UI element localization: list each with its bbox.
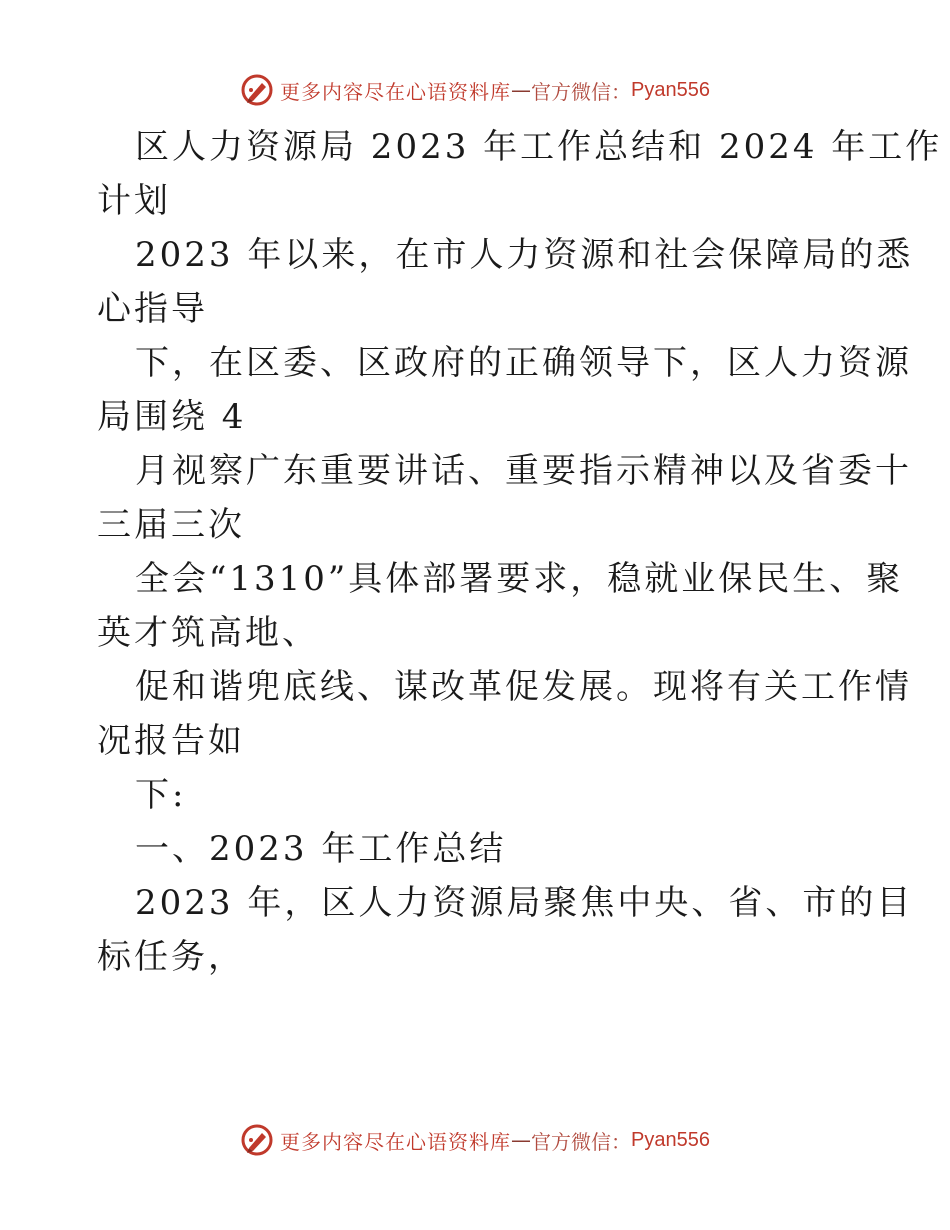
text-line: 2023 年，区人力资源局聚焦中央、省、市的目 [135, 883, 914, 923]
text-line: 局围绕 4 [97, 397, 247, 437]
text-line: 心指导 [97, 289, 208, 329]
text-line: 一、2023 年工作总结 [135, 829, 507, 869]
footer-dash: — [511, 1128, 532, 1152]
text-line: 全会“1310”具体部署要求，稳就业保民生、聚 [135, 559, 904, 599]
pen-logo-icon [240, 73, 274, 107]
text-line: 况报告如 [97, 721, 245, 761]
header-contact-label: 官方微信： [531, 79, 632, 104]
footer-banner [0, 1120, 950, 1160]
footer-brand-text: 更多内容尽在心语资料库 [280, 1129, 512, 1154]
header-brand-text: 更多内容尽在心语资料库 [280, 79, 512, 104]
text-line: 标任务， [97, 937, 245, 977]
document-body [97, 120, 943, 984]
text-line: 月视察广东重要讲话、重要指示精神以及省委十 [135, 451, 912, 491]
text-line: 计划 [97, 181, 171, 221]
text-line: 下，在区委、区政府的正确领导下，区人力资源 [135, 343, 912, 383]
text-line: 2023 年以来，在市人力资源和社会保障局的悉 [135, 235, 914, 275]
pen-logo-icon [240, 1123, 274, 1157]
text-line: 三届三次 [97, 505, 245, 545]
footer-wechat-id: Pyan556 [631, 1128, 710, 1151]
footer-contact-label: 官方微信： [531, 1129, 632, 1154]
text-line: 促和谐兜底线、谋改革促发展。现将有关工作情 [135, 667, 912, 707]
header-dash: — [511, 78, 532, 102]
text-line: 区人力资源局 2023 年工作总结和 2024 年工作 [135, 127, 943, 167]
header-wechat-id: Pyan556 [631, 78, 710, 101]
header-banner [0, 70, 950, 110]
text-line: 下: [135, 775, 187, 815]
text-line: 英才筑高地、 [97, 613, 319, 653]
